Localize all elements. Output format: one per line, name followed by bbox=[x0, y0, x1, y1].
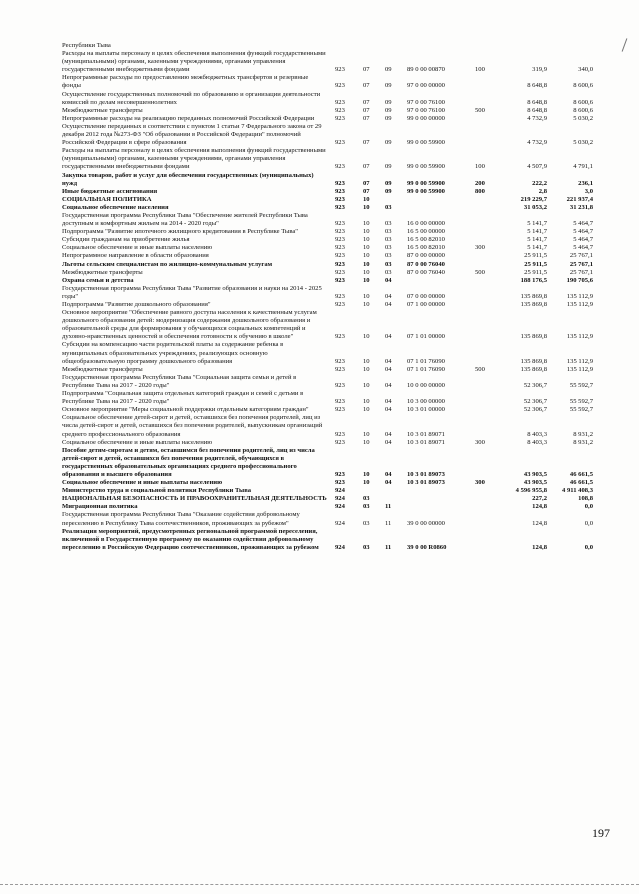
row-gr: 923 bbox=[335, 220, 345, 228]
row-gr: 923 bbox=[335, 163, 345, 171]
row-rz: 10 bbox=[363, 268, 370, 276]
table-row bbox=[62, 439, 614, 447]
row-value-2020: 5 030,2 bbox=[573, 139, 593, 147]
row-rz: 03 bbox=[363, 503, 370, 511]
row-gr: 923 bbox=[335, 365, 345, 373]
row-cs: 10 3 01 89073 bbox=[407, 479, 445, 487]
row-name: Осуществление переданных в соответствии с пунктом 1 статьи 7 Федерального закона от 29 декабря 2012 года №273-ФЗ "Об образовании в Российской Федерации" полномочий Российской Федерации в сфере образования bbox=[62, 122, 322, 147]
row-rz: 07 bbox=[363, 163, 370, 171]
row-gr: 923 bbox=[335, 438, 345, 446]
row-value-2019: 319,9 bbox=[532, 66, 547, 74]
row-gr: 923 bbox=[335, 252, 345, 260]
row-value-2019: 135 869,8 bbox=[520, 357, 547, 365]
row-gr: 923 bbox=[335, 292, 345, 300]
row-gr: 923 bbox=[335, 301, 345, 308]
table-row bbox=[62, 115, 614, 123]
row-value-2020: 4 791,1 bbox=[573, 163, 593, 171]
row-value-2020: 8 600,6 bbox=[573, 98, 593, 106]
row-rz: 10 bbox=[363, 292, 370, 300]
row-gr: 924 bbox=[335, 519, 345, 527]
row-cs: 97 0 00 76100 bbox=[407, 98, 445, 106]
row-cs: 10 3 00 00000 bbox=[407, 398, 445, 406]
row-cs: 99 0 00 00000 bbox=[407, 114, 445, 122]
row-pr: 09 bbox=[385, 187, 392, 195]
row-value-2019: 52 306,7 bbox=[523, 398, 547, 406]
row-name: Государственная программа Республики Тыва "Обеспечение жителей Республики Тыва доступным и комфортным жильем на 2014 - 2020 годы" bbox=[62, 211, 308, 228]
row-name: Государственная программа Республики Тыва "Развитие образования и науки на 2014 - 2025 годы" bbox=[62, 284, 322, 300]
row-value-2019: 5 141,7 bbox=[527, 236, 547, 244]
row-vr: 500 bbox=[475, 268, 485, 276]
row-pr: 09 bbox=[385, 179, 392, 187]
row-name: Подпрограмма "Развитие ипотечного жилищного кредитования в Республике Тыва" bbox=[62, 228, 298, 236]
row-value-2020: 190 705,6 bbox=[566, 276, 593, 284]
row-rz: 10 bbox=[363, 470, 370, 478]
table-row bbox=[62, 244, 614, 252]
table-row bbox=[62, 42, 614, 50]
table-row bbox=[62, 285, 614, 301]
row-rz: 10 bbox=[363, 381, 370, 389]
row-gr: 923 bbox=[335, 139, 345, 147]
row-gr: 923 bbox=[335, 406, 345, 414]
row-value-2019: 222,2 bbox=[532, 179, 547, 187]
table-row bbox=[62, 366, 614, 374]
row-value-2019: 124,8 bbox=[532, 503, 547, 511]
table-row bbox=[62, 188, 614, 196]
row-pr: 11 bbox=[385, 503, 392, 511]
row-cs: 39 0 00 R0860 bbox=[407, 543, 447, 551]
row-name: Подпрограмма "Социальная защита отдельных категорий граждан и семей с детьми в Республике Тыва на 2017 - 2020 годы" bbox=[62, 390, 304, 406]
row-name: Подпрограмма "Развитие дошкольного образования" bbox=[62, 301, 211, 308]
table-row bbox=[62, 204, 614, 212]
row-pr: 09 bbox=[385, 114, 392, 122]
row-cs: 10 3 01 89071 bbox=[407, 438, 445, 446]
row-gr: 923 bbox=[335, 179, 345, 187]
row-rz: 10 bbox=[363, 333, 370, 341]
row-rz: 10 bbox=[363, 228, 370, 236]
row-rz: 10 bbox=[363, 430, 370, 438]
row-name: Непрограммное направление в области образования bbox=[62, 252, 209, 260]
row-value-2019: 25 911,5 bbox=[524, 268, 547, 276]
row-gr: 923 bbox=[335, 187, 345, 195]
row-pr: 03 bbox=[385, 236, 392, 244]
row-value-2020: 5 464,7 bbox=[573, 236, 593, 244]
row-pr: 03 bbox=[385, 268, 392, 276]
row-value-2019: 188 176,5 bbox=[520, 276, 547, 284]
row-rz: 07 bbox=[363, 179, 370, 187]
table-row bbox=[62, 172, 614, 188]
row-value-2020: 46 661,5 bbox=[569, 479, 593, 487]
row-value-2020: 0,0 bbox=[584, 519, 593, 527]
row-pr: 09 bbox=[385, 106, 392, 114]
row-gr: 923 bbox=[335, 244, 345, 252]
row-name: Социальное обеспечение и иные выплаты населению bbox=[62, 244, 213, 252]
row-gr: 923 bbox=[335, 98, 345, 106]
table-row bbox=[62, 503, 614, 511]
row-rz: 03 bbox=[363, 519, 370, 527]
row-rz: 10 bbox=[363, 203, 370, 211]
table-row bbox=[62, 147, 614, 171]
row-gr: 923 bbox=[335, 276, 345, 284]
row-gr: 923 bbox=[335, 260, 345, 268]
row-pr: 09 bbox=[385, 66, 392, 74]
row-pr: 11 bbox=[385, 519, 392, 527]
row-name: Основное мероприятие "Меры социальной поддержки отдельным категориям граждан" bbox=[62, 406, 309, 414]
row-value-2020: 236,1 bbox=[578, 179, 593, 187]
row-pr: 09 bbox=[385, 82, 392, 90]
row-value-2020: 55 592,7 bbox=[569, 381, 593, 389]
row-cs: 10 0 00 00000 bbox=[407, 381, 445, 389]
row-name: Социальное обеспечение населения bbox=[62, 203, 169, 211]
row-cs: 87 0 00 76040 bbox=[407, 268, 445, 276]
row-value-2019: 25 911,5 bbox=[524, 260, 547, 268]
row-cs: 07 1 00 00000 bbox=[407, 301, 445, 308]
row-cs: 97 0 00 00000 bbox=[407, 82, 445, 90]
row-value-2020: 55 592,7 bbox=[569, 398, 593, 406]
row-rz: 03 bbox=[363, 543, 370, 551]
row-value-2019: 52 306,7 bbox=[523, 381, 547, 389]
row-value-2020: 8 600,6 bbox=[573, 106, 593, 114]
row-vr: 200 bbox=[475, 179, 485, 187]
row-gr: 923 bbox=[335, 66, 345, 74]
budget-table bbox=[62, 42, 614, 552]
row-gr: 923 bbox=[335, 398, 345, 406]
row-value-2020: 135 112,9 bbox=[566, 292, 593, 300]
table-row bbox=[62, 447, 614, 479]
row-value-2020: 5 030,2 bbox=[573, 114, 593, 122]
scan-mark bbox=[622, 38, 628, 51]
row-vr: 300 bbox=[475, 244, 485, 252]
row-value-2019: 4 732,9 bbox=[527, 114, 547, 122]
row-value-2019: 8 648,8 bbox=[527, 106, 547, 114]
row-gr: 923 bbox=[335, 268, 345, 276]
row-rz: 07 bbox=[363, 98, 370, 106]
row-gr: 923 bbox=[335, 195, 345, 203]
row-cs: 99 0 00 59900 bbox=[407, 187, 445, 195]
table-row bbox=[62, 50, 614, 74]
table-row bbox=[62, 341, 614, 365]
row-value-2019: 8 648,8 bbox=[527, 98, 547, 106]
row-name: Межбюджетные трансферты bbox=[62, 268, 143, 276]
row-value-2019: 227,2 bbox=[532, 495, 547, 503]
row-name: Государственная программа Республики Тыва "Социальная защита семьи и детей в Республике Тыва на 2017 - 2020 годы" bbox=[62, 373, 297, 389]
row-cs: 39 0 00 00000 bbox=[407, 519, 445, 527]
table-row bbox=[62, 236, 614, 244]
row-value-2020: 5 464,7 bbox=[573, 244, 593, 252]
row-cs: 87 0 00 76040 bbox=[407, 260, 445, 268]
row-rz: 07 bbox=[363, 187, 370, 195]
row-pr: 09 bbox=[385, 98, 392, 106]
table-row bbox=[62, 196, 614, 204]
row-value-2019: 4 596 955,8 bbox=[515, 487, 547, 495]
row-rz: 07 bbox=[363, 114, 370, 122]
row-name: Расходы на выплаты персоналу в целях обеспечения выполнения функций государственными (муниципальными) органами, казенными учреждениями, органами управления государственными внебюджетными фондами bbox=[62, 147, 326, 171]
row-vr: 300 bbox=[475, 479, 485, 487]
table-row bbox=[62, 511, 614, 527]
row-gr: 923 bbox=[335, 228, 345, 236]
row-vr: 500 bbox=[475, 365, 485, 373]
table-row bbox=[62, 374, 614, 390]
row-gr: 923 bbox=[335, 236, 345, 244]
table-row bbox=[62, 252, 614, 260]
row-name: Межбюджетные трансферты bbox=[62, 106, 143, 114]
row-cs: 07 0 00 00000 bbox=[407, 292, 445, 300]
row-pr: 03 bbox=[385, 244, 392, 252]
row-cs: 97 0 00 76100 bbox=[407, 106, 445, 114]
row-name: Непрограммные расходы по предоставлению межбюджетных трансфертов и резервные фонды bbox=[62, 74, 309, 90]
row-value-2020: 108,8 bbox=[578, 495, 593, 503]
row-pr: 03 bbox=[385, 260, 392, 268]
row-gr: 923 bbox=[335, 106, 345, 114]
row-name: Республики Тыва bbox=[62, 42, 111, 49]
row-value-2019: 124,8 bbox=[532, 543, 547, 551]
row-pr: 04 bbox=[385, 430, 392, 438]
row-gr: 923 bbox=[335, 479, 345, 487]
table-row bbox=[62, 301, 614, 309]
table-row bbox=[62, 261, 614, 269]
row-value-2020: 0,0 bbox=[584, 543, 593, 551]
row-rz: 10 bbox=[363, 438, 370, 446]
table-row bbox=[62, 228, 614, 236]
row-pr: 09 bbox=[385, 139, 392, 147]
row-name: Льготы сельским специалистам по жилищно-коммунальным услугам bbox=[62, 260, 273, 268]
row-pr: 04 bbox=[385, 333, 392, 341]
row-rz: 10 bbox=[363, 252, 370, 260]
row-name: СОЦИАЛЬНАЯ ПОЛИТИКА bbox=[62, 195, 152, 203]
row-gr: 924 bbox=[335, 503, 345, 511]
row-value-2019: 2,8 bbox=[538, 187, 547, 195]
row-name: Субсидии на компенсацию части родительской платы за содержание ребенка в муниципальных образовательных учреждениях, реализующих основную общеобразовательную программу дошкольного образования bbox=[62, 341, 284, 365]
scan-edge bbox=[0, 884, 639, 886]
row-vr: 300 bbox=[475, 438, 485, 446]
row-gr: 923 bbox=[335, 381, 345, 389]
row-pr: 04 bbox=[385, 357, 392, 365]
row-gr: 923 bbox=[335, 82, 345, 90]
row-gr: 923 bbox=[335, 430, 345, 438]
row-pr: 03 bbox=[385, 203, 392, 211]
table-row bbox=[62, 269, 614, 277]
row-cs: 87 0 00 00000 bbox=[407, 252, 445, 260]
row-cs: 07 1 01 76090 bbox=[407, 357, 445, 365]
row-value-2019: 219 229,7 bbox=[520, 195, 547, 203]
row-value-2020: 0,0 bbox=[584, 503, 593, 511]
row-vr: 500 bbox=[475, 106, 485, 114]
row-gr: 923 bbox=[335, 470, 345, 478]
table-row bbox=[62, 309, 614, 341]
page-number: 197 bbox=[592, 826, 610, 840]
row-value-2020: 8 931,2 bbox=[573, 438, 593, 446]
row-name: Реализация мероприятий, предусмотренных региональной программой переселения, включенной в Государственную программу по оказанию содействия добровольному переселению в Российскую Федерацию соотечественников, проживающих за рубежом bbox=[62, 527, 319, 551]
row-value-2019: 8 648,8 bbox=[527, 82, 547, 90]
table-row bbox=[62, 495, 614, 503]
table-row bbox=[62, 528, 614, 552]
row-rz: 10 bbox=[363, 406, 370, 414]
row-value-2020: 135 112,9 bbox=[566, 301, 593, 308]
row-vr: 100 bbox=[475, 66, 485, 74]
row-value-2019: 124,8 bbox=[532, 519, 547, 527]
row-pr: 04 bbox=[385, 276, 392, 284]
table-row bbox=[62, 390, 614, 406]
row-cs: 99 0 00 59900 bbox=[407, 179, 445, 187]
row-cs: 16 5 00 82010 bbox=[407, 244, 445, 252]
row-rz: 10 bbox=[363, 195, 370, 203]
row-name: Расходы на выплаты персоналу в целях обеспечения выполнения функций государственными (муниципальными) органами, казенными учреждениями, органами управления государственными внебюджетными фондами bbox=[62, 50, 326, 74]
row-value-2020: 46 661,5 bbox=[569, 470, 593, 478]
row-gr: 923 bbox=[335, 114, 345, 122]
row-value-2020: 340,0 bbox=[578, 66, 593, 74]
row-value-2020: 25 767,1 bbox=[569, 268, 593, 276]
row-gr: 923 bbox=[335, 333, 345, 341]
row-pr: 04 bbox=[385, 381, 392, 389]
table-row bbox=[62, 487, 614, 495]
row-name: Охрана семьи и детства bbox=[62, 276, 134, 284]
row-value-2020: 135 112,9 bbox=[566, 333, 593, 341]
row-rz: 07 bbox=[363, 82, 370, 90]
row-rz: 10 bbox=[363, 398, 370, 406]
row-value-2019: 135 869,8 bbox=[520, 365, 547, 373]
row-name: Социальное обеспечение и иные выплаты населению bbox=[62, 438, 213, 446]
table-row bbox=[62, 107, 614, 115]
row-cs: 07 1 01 76090 bbox=[407, 365, 445, 373]
row-name: Иные бюджетные ассигнования bbox=[62, 187, 158, 195]
row-rz: 10 bbox=[363, 276, 370, 284]
row-cs: 10 3 01 89071 bbox=[407, 430, 445, 438]
row-value-2020: 135 112,9 bbox=[566, 357, 593, 365]
row-pr: 04 bbox=[385, 365, 392, 373]
row-pr: 04 bbox=[385, 301, 392, 308]
row-vr: 800 bbox=[475, 187, 485, 195]
row-gr: 924 bbox=[335, 487, 345, 495]
row-pr: 04 bbox=[385, 292, 392, 300]
table-row bbox=[62, 91, 614, 107]
row-value-2019: 43 903,5 bbox=[523, 479, 547, 487]
row-gr: 923 bbox=[335, 203, 345, 211]
row-name: Пособие детям-сиротам и детям, оставшимся без попечения родителей, лиц из числа детей-сирот и детей, оставшихся без попечения родителей, обучающихся в государственных образовательных организациях среднего профессионального образования и высшего образования bbox=[62, 446, 315, 478]
row-name: Закупка товаров, работ и услуг для обеспечения государственных (муниципальных) нужд bbox=[62, 171, 314, 187]
row-rz: 10 bbox=[363, 301, 370, 308]
row-rz: 03 bbox=[363, 495, 370, 503]
table-row bbox=[62, 212, 614, 228]
row-value-2020: 25 767,1 bbox=[569, 260, 593, 268]
row-gr: 923 bbox=[335, 357, 345, 365]
row-gr: 924 bbox=[335, 543, 345, 551]
row-name: Осуществление государственных полномочий по образованию и организации деятельности комиссий по делам несовершеннолетних bbox=[62, 90, 321, 106]
table-row bbox=[62, 414, 614, 438]
row-cs: 16 0 00 00000 bbox=[407, 220, 445, 228]
row-value-2019: 52 306,7 bbox=[523, 406, 547, 414]
row-value-2020: 31 231,8 bbox=[569, 203, 593, 211]
table-row bbox=[62, 479, 614, 487]
row-name: Социальное обеспечение и иные выплаты населению bbox=[62, 479, 223, 487]
row-rz: 07 bbox=[363, 139, 370, 147]
row-pr: 04 bbox=[385, 479, 392, 487]
row-pr: 11 bbox=[385, 543, 392, 551]
row-value-2019: 135 869,8 bbox=[520, 333, 547, 341]
row-pr: 04 bbox=[385, 398, 392, 406]
row-value-2019: 8 403,3 bbox=[527, 430, 547, 438]
row-value-2020: 135 112,9 bbox=[566, 365, 593, 373]
row-value-2019: 31 053,2 bbox=[523, 203, 547, 211]
row-rz: 10 bbox=[363, 236, 370, 244]
row-cs: 07 1 01 00000 bbox=[407, 333, 445, 341]
row-rz: 10 bbox=[363, 260, 370, 268]
row-value-2019: 25 911,5 bbox=[524, 252, 547, 260]
row-rz: 10 bbox=[363, 220, 370, 228]
row-name: Субсидии гражданам на приобретение жилья bbox=[62, 236, 190, 244]
row-name: Социальное обеспечение детей-сирот и детей, оставшихся без попечения родителей, лиц из числа детей-сирот и детей, оставшихся без попечения родителей, выпускникам организаций среднего профессионального образования bbox=[62, 414, 323, 438]
row-value-2019: 4 732,9 bbox=[527, 139, 547, 147]
row-value-2020: 55 592,7 bbox=[569, 406, 593, 414]
row-pr: 03 bbox=[385, 252, 392, 260]
row-value-2019: 5 141,7 bbox=[527, 228, 547, 236]
row-rz: 10 bbox=[363, 357, 370, 365]
row-value-2019: 43 903,5 bbox=[523, 470, 547, 478]
row-pr: 03 bbox=[385, 228, 392, 236]
row-value-2020: 3,0 bbox=[584, 187, 593, 195]
row-vr: 100 bbox=[475, 163, 485, 171]
row-rz: 07 bbox=[363, 66, 370, 74]
row-value-2019: 4 507,9 bbox=[527, 163, 547, 171]
row-name: НАЦИОНАЛЬНАЯ БЕЗОПАСНОСТЬ И ПРАВООХРАНИТЕЛЬНАЯ ДЕЯТЕЛЬНОСТЬ bbox=[62, 495, 327, 503]
row-cs: 16 5 00 82010 bbox=[407, 236, 445, 244]
row-value-2020: 8 600,6 bbox=[573, 82, 593, 90]
row-pr: 09 bbox=[385, 163, 392, 171]
row-rz: 10 bbox=[363, 479, 370, 487]
row-value-2020: 221 937,4 bbox=[566, 195, 593, 203]
row-value-2020: 5 464,7 bbox=[573, 220, 593, 228]
row-cs: 16 5 00 00000 bbox=[407, 228, 445, 236]
row-rz: 10 bbox=[363, 365, 370, 373]
table-row bbox=[62, 406, 614, 414]
row-value-2020: 5 464,7 bbox=[573, 228, 593, 236]
row-name: Министерство труда и социальной политики Республики Тыва bbox=[62, 487, 252, 495]
row-name: Миграционная политика bbox=[62, 503, 138, 511]
row-value-2020: 8 931,2 bbox=[573, 430, 593, 438]
row-pr: 04 bbox=[385, 470, 392, 478]
row-rz: 07 bbox=[363, 106, 370, 114]
table-row bbox=[62, 123, 614, 147]
row-cs: 10 3 01 89073 bbox=[407, 470, 445, 478]
row-name: Государственная программа Республики Тыва "Оказание содействия добровольному переселению в Республику Тыва соотечественников, проживающих за рубежом" bbox=[62, 511, 300, 527]
row-cs: 99 0 00 59900 bbox=[407, 139, 445, 147]
row-pr: 03 bbox=[385, 220, 392, 228]
row-cs: 10 3 01 00000 bbox=[407, 406, 445, 414]
row-value-2020: 25 767,1 bbox=[569, 252, 593, 260]
row-name: Межбюджетные трансферты bbox=[62, 365, 143, 373]
row-value-2019: 5 141,7 bbox=[527, 244, 547, 252]
row-rz: 10 bbox=[363, 244, 370, 252]
row-value-2019: 135 869,8 bbox=[520, 301, 547, 308]
row-name: Непрограммные расходы на реализацию переданных полномочий Российской Федерации bbox=[62, 114, 315, 122]
row-value-2019: 8 403,3 bbox=[527, 438, 547, 446]
row-cs: 89 0 00 00870 bbox=[407, 66, 445, 74]
table-row bbox=[62, 74, 614, 90]
row-value-2019: 135 869,8 bbox=[520, 292, 547, 300]
row-pr: 04 bbox=[385, 438, 392, 446]
row-pr: 04 bbox=[385, 406, 392, 414]
row-cs: 99 0 00 59900 bbox=[407, 163, 445, 171]
row-gr: 924 bbox=[335, 495, 345, 503]
row-value-2020: 4 911 408,3 bbox=[562, 487, 593, 495]
table-row bbox=[62, 277, 614, 285]
row-name: Основное мероприятие "Обеспечение равного доступа населения к качественным услугам дошкольного образования детей: модернизация содержания дошкольного образования и образовательной среды для формирования у обучающихся социальных компетенций и духовно-нравственных ценностей и обеспечения готовности к обучению в школе" bbox=[62, 309, 317, 341]
row-value-2019: 5 141,7 bbox=[527, 220, 547, 228]
